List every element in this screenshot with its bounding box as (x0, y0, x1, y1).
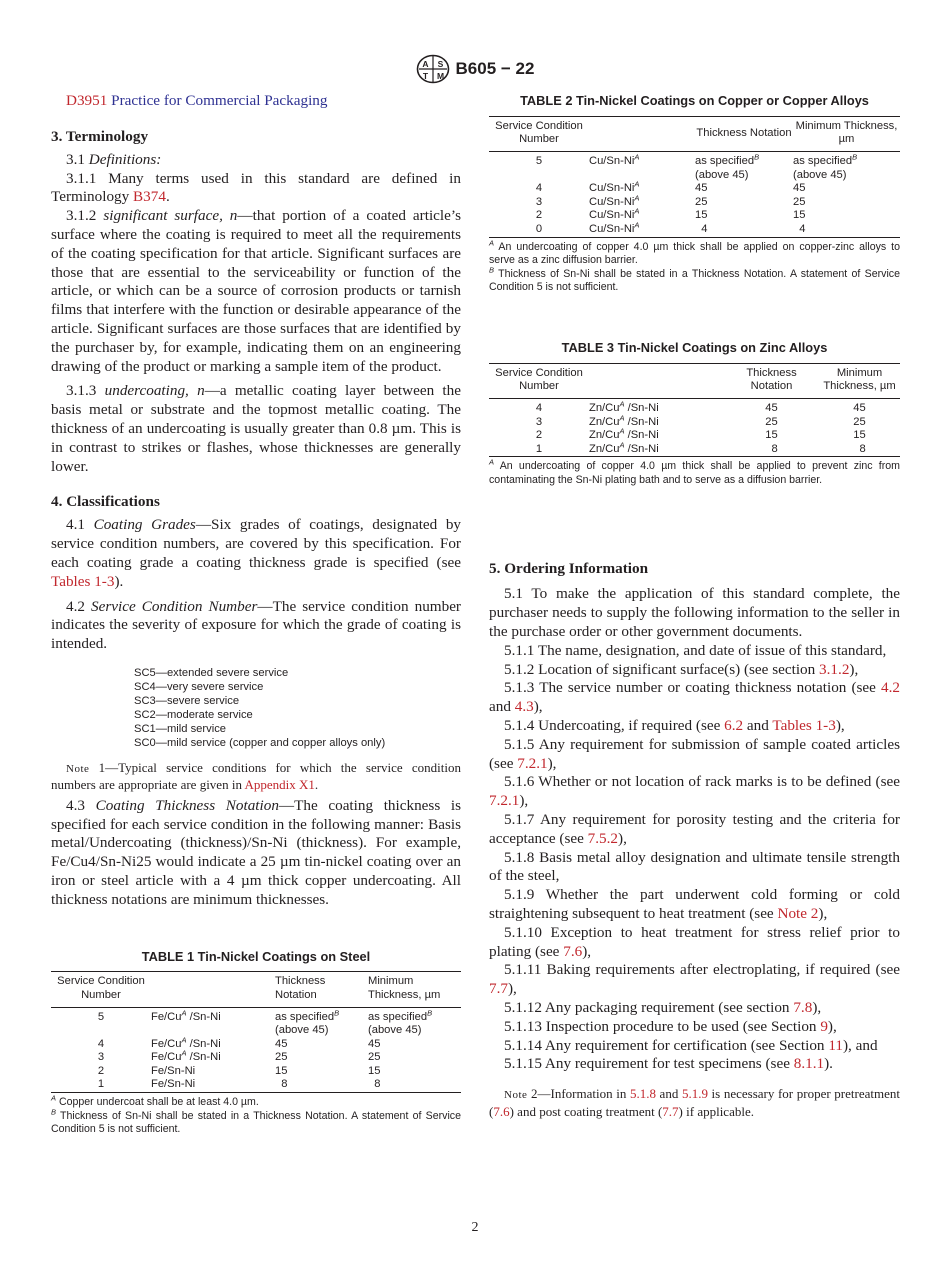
table-header-row (489, 363, 900, 398)
link-3-1-2[interactable]: 3.1.2 (819, 660, 850, 678)
list-item: SC0—mild service (copper and copper alloys only) (134, 736, 386, 749)
column-header: Thickness Notation (696, 126, 792, 139)
link-note-2[interactable]: Note 2 (777, 905, 819, 923)
para-4-3: 4.3 Coating Thickness Notation—The coating thickness is specified for each service condition in the following manner: Basis metal/Undercoating (thickness)/Sn-Ni (thickness). For example, Fe/Cu4/Sn-Ni25 would indicate a 25 µm tin-nickel coating over an iron or steel article with a 4 µm thick copper undercoating. All thickness notations are minimum thicknesses. (51, 796, 461, 908)
link-5-1-9[interactable]: 5.1.9 (681, 1086, 708, 1102)
note-1: Note 1—Typical service conditions for which the service condition numbers are appropriate are given in Appendix X1. (51, 759, 461, 793)
para-4-1: 4.1 Coating Grades—Six grades of coatings, designated by service condition numbers, are covered by this specification. For each coating grade a coating thickness grade is specified (see Tables 1-3). (51, 516, 462, 590)
column-header: Thickness Notation (275, 975, 326, 1001)
link-7-7[interactable]: 7.7 (489, 980, 508, 998)
link-7-8[interactable]: 7.8 (793, 999, 813, 1016)
para-5-1-3: 5.1.3 The service number or coating thickness notation (see 4.2 and 4.3), (489, 679, 900, 716)
table-row: 5 $Cu/Sn-Ni^A$ as specified$^B$ (above 45) as specified$^B$ (above 45) (535, 152, 858, 181)
para-3-1-2: 3.1.2 significant surface, n—that portion of a coated article’s surface where the coating is required to meet all the requirements of the coating specification for that article. Significant surfaces are those that are essential to the serviceability or function of the article, or which can be a source of corrosion products or tarnish films that interfere with the function or desirable appearance of the article. Significant surfaces are those surfaces that are identified by the purchaser by, for example, indicating them on an engineering drawing of the product or marking a sample item of the product. (51, 207, 461, 375)
table-3 (489, 339, 900, 488)
list-item: SC4—very severe service (134, 680, 264, 693)
link-tables-1-3[interactable]: Tables 1-3 (772, 717, 836, 735)
column-header: Thickness Notation (746, 366, 797, 393)
table-row: 3 $Zn/Cu^A$ /Sn-Ni 25 25 (535, 412, 866, 428)
para-5-1-5: 5.1.5 Any requirement for submission of sample coated articles (see 7.2.1), (489, 735, 900, 772)
note-2: Note 2—Information in 5.1.8 and 5.1.9 is necessary for proper pretreatment (7.6) and post coating treatment (7.7) if applicable. (489, 1086, 900, 1119)
para-5-1: 5.1 To make the application of this standard complete, the purchaser needs to supply the following information to the seller in the purchase order or other government documents. (489, 585, 900, 641)
link-7-6[interactable]: 7.6 (493, 1103, 510, 1119)
para-5-1-2: 5.1.2 Location of significant surface(s) (see section 3.1.2), (504, 660, 859, 678)
table-1 (51, 948, 461, 1137)
para-5-1-10: 5.1.10 Exception to heat treatment for stress relief prior to plating (see 7.6), (489, 923, 900, 960)
para-4-2: 4.2 Service Condition Number—The service condition number indicates the severity of exposure for which the grade of coating is intended. (51, 597, 461, 653)
link-tables-1-3[interactable]: Tables 1-3 (51, 572, 115, 590)
reference-title[interactable]: Practice for Commercial Packaging (111, 92, 328, 109)
link-4-3[interactable]: 4.3 (514, 698, 534, 716)
para-5-1-7: 5.1.7 Any requirement for porosity testing and the criteria for acceptance (see 7.5.2), (489, 811, 900, 847)
para-5-1-12: 5.1.12 Any packaging requirement (see section 7.8), (504, 999, 822, 1016)
table-1-footnote-b: $^B$ Thickness of Sn-Ni shall be stated in a Thickness Notation. A statement of Service Condition 5 is not sufficient. (51, 1107, 461, 1136)
link-7-6[interactable]: 7.6 (563, 942, 583, 960)
table-3-grid (489, 363, 900, 458)
section-3-heading: 3. Terminology (51, 127, 149, 145)
table-row: 5 $Fe/Cu^A$ /Sn-Ni as specified$^B$ (above 45) as specified$^B$ (above 45) (97, 1007, 433, 1037)
para-5-1-8: 5.1.8 Basis metal alloy designation and ultimate tensile strength of the steel, (489, 848, 900, 885)
table-1-title: TABLE 1 Tin-Nickel Coatings on Steel (141, 948, 371, 964)
right-column (489, 92, 900, 1120)
svg-text:A: A (421, 59, 429, 69)
left-column (51, 92, 461, 1137)
table-row: 2 Fe/Sn-Ni 15 15 (97, 1064, 381, 1077)
link-7-2-1[interactable]: 7.2.1 (489, 792, 520, 810)
link-b374[interactable]: B374 (133, 188, 166, 206)
column-header: Minimum Thickness, µm (368, 975, 441, 1001)
para-5-1-13: 5.1.13 Inspection procedure to be used (see Section 9), (504, 1017, 837, 1035)
list-item: SC2—moderate service (134, 708, 253, 721)
table-header-row (51, 972, 461, 1007)
table-row: 2 $Cu/Sn-Ni^A$ 15 15 (535, 206, 806, 222)
column-header: Service Condition Number (57, 975, 145, 1001)
table-2 (489, 92, 900, 295)
link-6-2[interactable]: 6.2 (724, 717, 744, 735)
svg-text:M: M (436, 71, 444, 81)
svg-text:S: S (437, 59, 443, 69)
list-item: SC5—extended severe service (134, 666, 289, 679)
table-2-footnote-b: $^B$ Thickness of Sn-Ni shall be stated in a Thickness Notation. A statement of Service Condition 5 is not sufficient. (489, 265, 900, 294)
table-3-title: TABLE 3 Tin-Nickel Coatings on Zinc Alloys (561, 339, 828, 355)
link-4-2[interactable]: 4.2 (881, 679, 900, 697)
para-3-1-1: 3.1.1 Many terms used in this standard are defined in Terminology B374. (51, 169, 461, 206)
column-header: Service Condition Number (495, 366, 583, 393)
link-7-7[interactable]: 7.7 (662, 1103, 679, 1119)
link-section-11[interactable]: 11 (828, 1036, 843, 1054)
table-2-grid (489, 116, 900, 238)
table-row: 2 $Zn/Cu^A$ /Sn-Ni 15 15 (535, 426, 866, 442)
table-1-grid (51, 971, 461, 1093)
page-header (0, 54, 950, 84)
column-header: Minimum Thickness, µm (795, 119, 898, 146)
para-5-1-9: 5.1.9 Whether the part underwent cold forming or cold straightening subsequent to heat treatment (see Note 2), (489, 886, 900, 923)
list-item: SC1—mild service (134, 722, 227, 735)
table-row: 4 $Cu/Sn-Ni^A$ 45 45 (535, 179, 806, 195)
table-header-row (489, 116, 900, 151)
table-row: 1 Fe/Sn-Ni 8 8 (51, 1078, 461, 1092)
section-5-heading: 5. Ordering Information (489, 560, 649, 578)
astm-logo-icon (416, 54, 450, 84)
link-5-1-8[interactable]: 5.1.8 (629, 1086, 656, 1102)
para-5-1-15: 5.1.15 Any requirement for test specimens (see 8.1.1). (504, 1055, 833, 1073)
column-header: Service Condition Number (495, 119, 583, 146)
para-5-1-11: 5.1.11 Baking requirements after electroplating, if required (see 7.7), (489, 961, 900, 998)
section-4-heading: 4. Classifications (51, 493, 160, 511)
svg-text:T: T (422, 71, 428, 81)
table-3-footnote-a: $^A$ An undercoating of copper 4.0 µm thick shall be applied to prevent zinc from contaminating the Sn-Ni plating bath and to serve as a diffusion barrier. (489, 457, 900, 486)
table-row: 4 $Zn/Cu^A$ /Sn-Ni 45 45 (535, 399, 866, 414)
table-row: 4 $Fe/Cu^A$ /Sn-Ni 45 45 (97, 1034, 381, 1050)
para-5-1-14: 5.1.14 Any requirement for certification (see Section 11), and (504, 1036, 878, 1054)
table-row: 0 $Cu/Sn-Ni^A$ 4 4 (489, 223, 900, 237)
table-row: 3 $Cu/Sn-Ni^A$ 25 25 (535, 193, 806, 208)
link-8-1-1[interactable]: 8.1.1 (793, 1055, 825, 1073)
link-7-2-1[interactable]: 7.2.1 (517, 754, 548, 772)
para-3-1-3: 3.1.3 undercoating, n—a metallic coating layer between the basis metal or substrate and the topmost metallic coating. The thickness of an undercoating is usually greater than 0.8 µm. This is in contrast to strikes or flashes, whose thicknesses are generally lower. (51, 382, 461, 475)
para-5-1-1: 5.1.1 The name, designation, and date of issue of this standard, (504, 641, 887, 659)
para-5-1-6: 5.1.6 Whether or not location of rack marks is to be defined (see 7.2.1), (489, 773, 900, 810)
reference-link-d3951[interactable]: D3951 (66, 92, 108, 109)
document-id: B605 − 22 (455, 59, 535, 78)
service-condition-list (134, 666, 461, 750)
reference-entry (51, 92, 461, 111)
list-item: SC3—severe service (134, 694, 240, 707)
link-section-9[interactable]: 9 (820, 1017, 828, 1035)
column-header: Minimum Thickness, µm (823, 366, 896, 393)
table-2-footnote-a: $^A$ An undercoating of copper 4.0 µm thick shall be applied on copper-zinc alloys to serve as a zinc diffusion barrier. (489, 238, 900, 267)
link-appendix-x1[interactable]: Appendix X1 (244, 777, 315, 793)
link-7-5-2[interactable]: 7.5.2 (587, 829, 619, 847)
table-row: 3 $Fe/Cu^A$ /Sn-Ni 25 25 (97, 1048, 381, 1064)
para-3-1: 3.1 Definitions: (66, 150, 162, 168)
page-number: 2 (471, 1220, 479, 1235)
para-5-1-4: 5.1.4 Undercoating, if required (see 6.2 and Tables 1-3), (504, 717, 845, 735)
table-1-footnote-a: $^A$ Copper undercoat shall be at least 4.0 µm. (51, 1093, 259, 1109)
table-row: 1 $Zn/Cu^A$ /Sn-Ni 8 8 (489, 443, 900, 457)
table-2-title: TABLE 2 Tin-Nickel Coatings on Copper or Copper Alloys (520, 93, 869, 108)
